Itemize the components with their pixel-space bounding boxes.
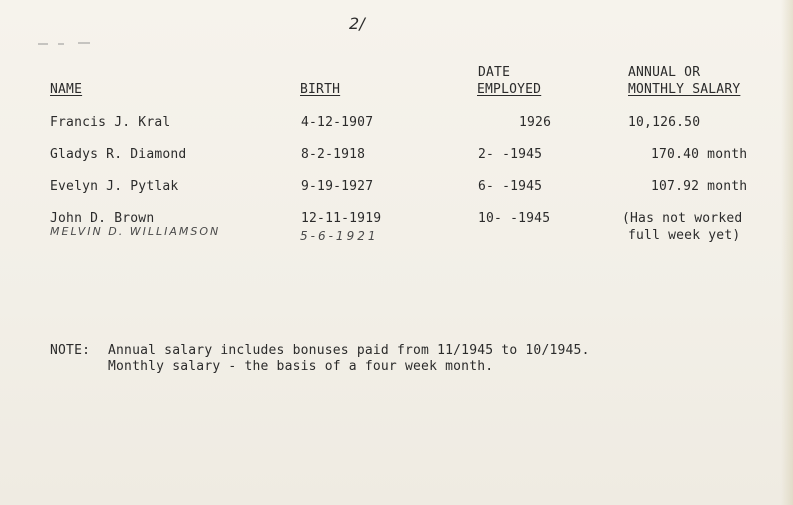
- header-name: NAME: [50, 82, 83, 97]
- row-3-salary: 107.92 month: [651, 179, 748, 194]
- handwritten-birth: 5-6-1921: [300, 229, 379, 243]
- row-1-salary: 10,126.50: [628, 115, 701, 130]
- row-4-birth: 12-11-1919: [301, 211, 382, 226]
- row-4-salary: (Has not worked: [622, 211, 743, 226]
- header-salary-line1: ANNUAL OR: [628, 65, 701, 80]
- row-4-salary-line2: full week yet): [628, 228, 741, 243]
- stray-mark: [58, 43, 64, 45]
- row-1-birth: 4-12-1907: [301, 115, 374, 130]
- page-number: 2/: [349, 14, 365, 33]
- header-date-line2: EMPLOYED: [477, 82, 542, 97]
- row-1-name: Francis J. Kral: [50, 115, 171, 130]
- row-2-name: Gladys R. Diamond: [50, 147, 187, 162]
- row-1-employed: 1926: [519, 115, 552, 130]
- row-2-employed: 2- -1945: [478, 147, 543, 162]
- row-4-employed: 10- -1945: [478, 211, 551, 226]
- row-4-name: John D. Brown: [50, 211, 155, 226]
- stray-mark: [78, 42, 90, 44]
- note-label: NOTE:: [50, 343, 91, 358]
- header-salary-line2: MONTHLY SALARY: [628, 82, 741, 97]
- page-edge: [781, 0, 793, 505]
- row-3-birth: 9-19-1927: [301, 179, 374, 194]
- header-birth: BIRTH: [300, 82, 341, 97]
- stray-mark: [38, 43, 48, 45]
- row-3-name: Evelyn J. Pytlak: [50, 179, 179, 194]
- header-date-line1: DATE: [478, 65, 511, 80]
- note-line1: Annual salary includes bonuses paid from 11/1945 to 10/1945.: [108, 343, 590, 358]
- handwritten-name: MELVIN D. WILLIAMSON: [50, 225, 221, 238]
- row-2-salary: 170.40 month: [651, 147, 748, 162]
- row-3-employed: 6- -1945: [478, 179, 543, 194]
- note-line2: Monthly salary - the basis of a four week month.: [108, 359, 494, 374]
- row-2-birth: 8-2-1918: [301, 147, 366, 162]
